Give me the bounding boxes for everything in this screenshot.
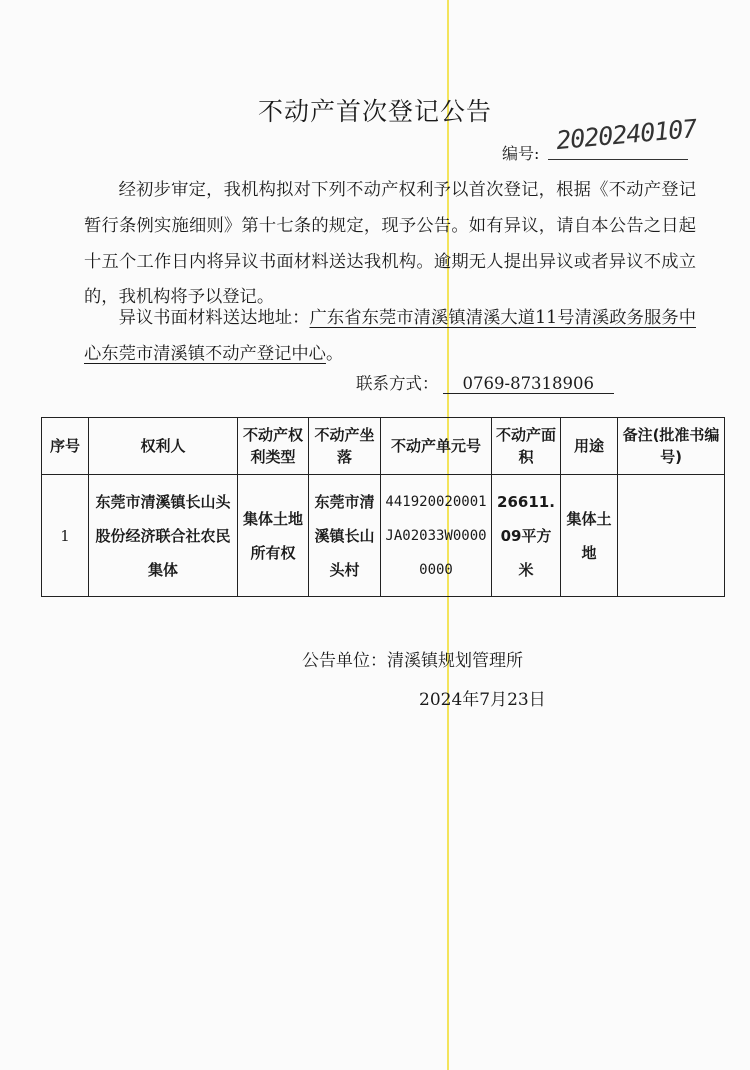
header-right-type: 不动产权利类型	[238, 418, 309, 475]
cell-index: 1	[42, 475, 89, 597]
cell-remark	[618, 475, 725, 597]
number-label: 编号:	[502, 144, 540, 163]
page-title: 不动产首次登记公告	[257, 97, 492, 126]
header-index: 序号	[42, 418, 89, 475]
address-paragraph	[84, 301, 696, 373]
header-owner: 权利人	[89, 418, 238, 475]
cell-unit-number: 441920020001JA02033W00000000	[381, 475, 492, 597]
handwritten-number: 2020240107	[555, 113, 698, 156]
contact-value: 0769-87318906	[443, 374, 615, 394]
contact-line	[356, 370, 614, 394]
cell-right-type: 集体土地所有权	[238, 475, 309, 597]
header-location: 不动产坐落	[309, 418, 381, 475]
signer: 公告单位：清溪镇规划管理所	[302, 651, 523, 671]
notice-paragraph: 经初步审定，我机构拟对下列不动产权利予以首次登记，根据《不动产登记暂行条例实施细则》第十七条的规定，现予公告。如有异议，请自本公告之日起十五个工作日内将异议书面材料送达我机构。逾期无人提出异议或者异议不成立的，我机构将予以登记。	[84, 180, 696, 308]
table-row	[42, 475, 725, 597]
number-underline	[548, 159, 688, 160]
cell-usage: 集体土地	[561, 475, 618, 597]
cell-area: 26611.09平方米	[492, 475, 561, 597]
header-usage: 用途	[561, 418, 618, 475]
address-end: 。	[325, 343, 344, 364]
header-unit-number: 不动产单元号	[381, 418, 492, 475]
header-remark: 备注(批准书编号)	[618, 418, 725, 475]
registration-table	[41, 417, 725, 597]
date: 2024年7月23日	[419, 690, 546, 710]
address-label: 异议书面材料送达地址：	[118, 308, 310, 328]
header-area: 不动产面积	[492, 418, 561, 475]
address-value: 广东省东莞市清溪镇清溪大道11号清溪政务服务中心东莞市清溪镇不动产登记中心	[84, 308, 696, 364]
cell-owner: 东莞市清溪镇长山头股份经济联合社农民集体	[89, 475, 238, 597]
contact-label: 联系方式：	[356, 374, 439, 393]
table-header-row	[42, 418, 725, 475]
cell-location: 东莞市清溪镇长山头村	[309, 475, 381, 597]
